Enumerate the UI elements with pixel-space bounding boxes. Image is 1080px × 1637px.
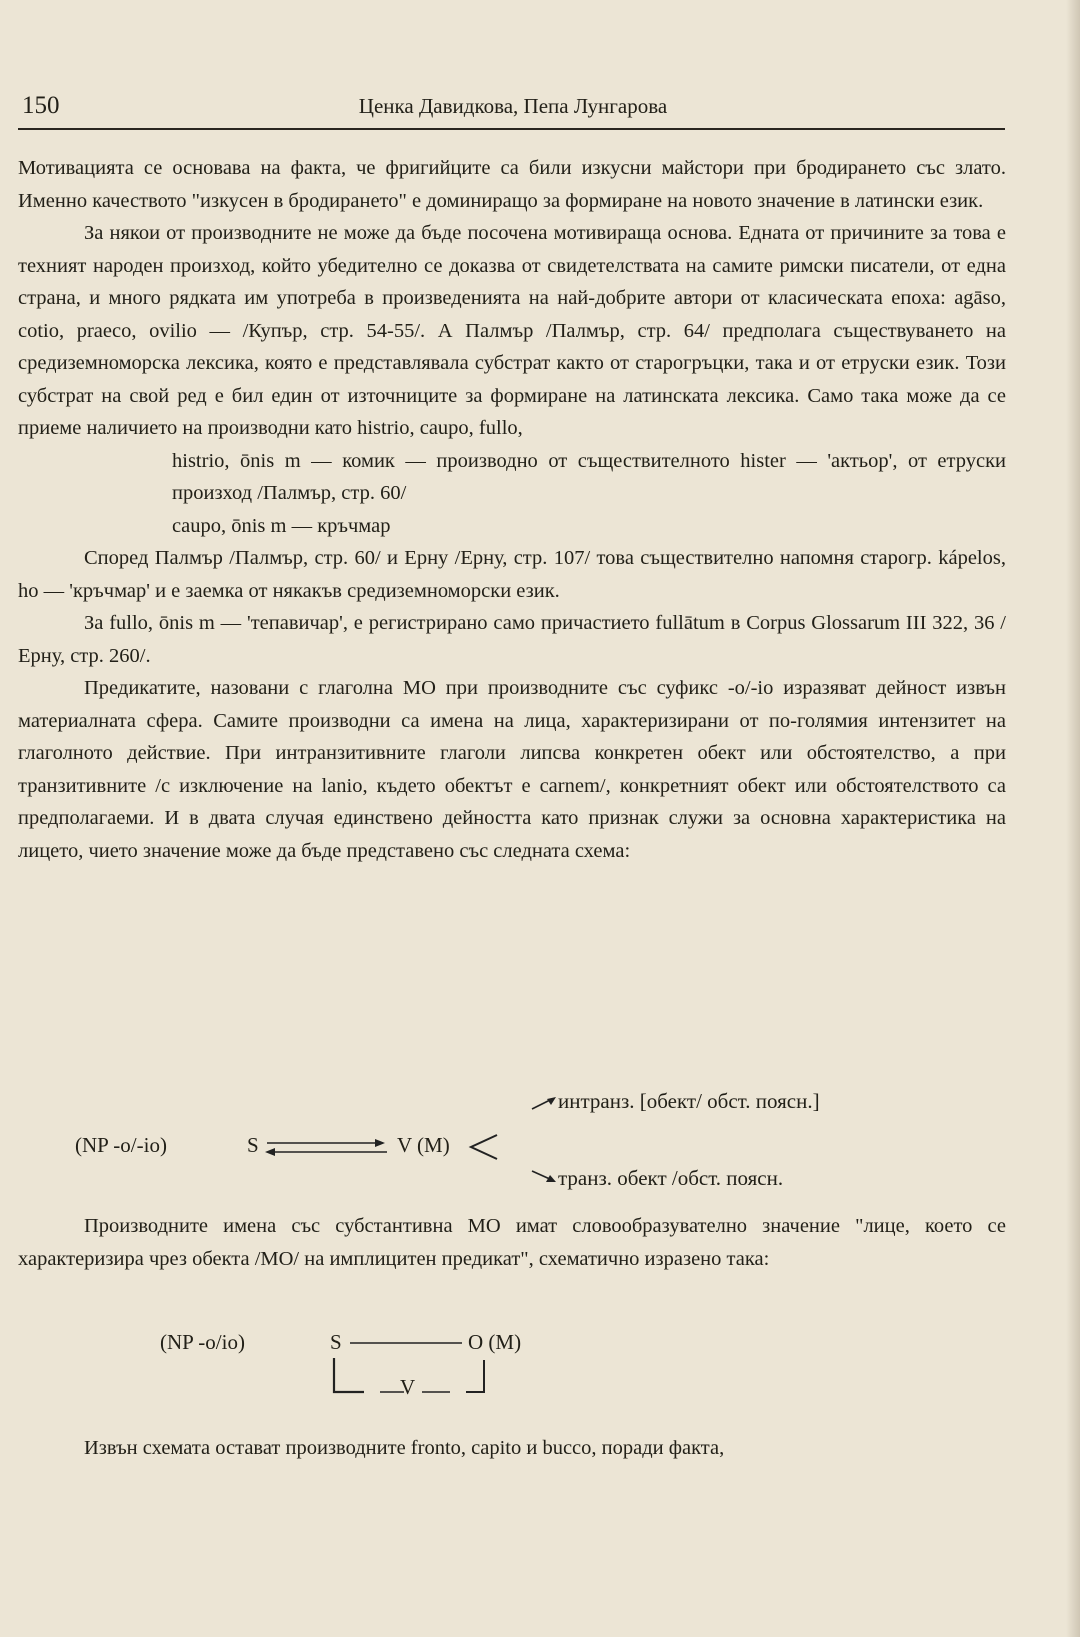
double-arrow (263, 1133, 393, 1163)
body-text-2 (18, 1210, 1006, 1275)
running-title: Ценка Давидкова, Пепа Лунгарова (358, 94, 668, 118)
page-header (22, 92, 1004, 126)
paragraph: За някои от производните не може да бъде посочена мотивираща основа. Едната от причините за това е техният народен произход, който убедително се доказва от свидетелствата на самите римски писатели, от една страна, и много рядката им употреба в произведенията на най-добрите автори от класическата епоха: agāso, cotio, praeco, ovilio — /Купър, стр. 54-55/. А Палмър /Палмър, стр. 64/ предполага съществуването на средиземноморска лексика, която е представлявала субстрат както от старогръцки, така и от етруски език. Този субстрат на свой ред е бил един от източниците за формиране на латинската лексика. Само така може да се приеме наличието на производни като histrio, caupo, fullo, (18, 222, 1006, 439)
branch-bracket (467, 1131, 501, 1165)
scheme-substantive (160, 1330, 580, 1410)
scheme2-np-label: (NP -o/io) (160, 1330, 245, 1354)
example-entry: caupo, ōnis m — кръчмар (172, 514, 391, 537)
example-entry: histrio, ōnis m — комик — производно от съществителното hister — 'актьор', от етруски произход /Палмър, стр. 60/ (172, 449, 1006, 504)
lower-branch-arrow (530, 1167, 560, 1187)
scheme-transitive: транз. обект /обст. поясн. (558, 1166, 784, 1190)
body-text-3 (18, 1432, 1006, 1465)
scheme-verb: V (M) (397, 1133, 450, 1157)
scheme-np-label: (NP -o/-io) (75, 1133, 167, 1157)
upper-branch-arrow (530, 1093, 560, 1113)
body-text (18, 152, 1006, 867)
scheme2-object: O (M) (468, 1330, 522, 1354)
page-edge-shadow (1066, 0, 1080, 1637)
scheme2-subject: S (330, 1330, 342, 1354)
paragraph: Производните имена със субстантивна МО имат словообразувателно значение "лице, което се характеризира чрез обекта /МО/ на имплицитен предикат", схематично изразено така: (18, 1215, 1006, 1270)
scheme-subject: S (247, 1133, 259, 1157)
scheme-intransitive: интранз. [обект/ обст. поясн.] (558, 1089, 820, 1113)
scheme2-verb: V (400, 1375, 416, 1399)
paragraph: Според Палмър /Палмър, стр. 60/ и Ерну /Ерну, стр. 107/ това съществително напомня старогр. kápelos, ho — 'кръчмар' и е заемка от някакъв средиземноморски език. (18, 547, 1006, 602)
page-number: 150 (22, 92, 60, 119)
paragraph: За fullo, ōnis m — 'тепавичар', е регистрирано само причастието fullātum в Corpus Glossarum III 322, 36 /Ерну, стр. 260/. (18, 612, 1006, 667)
paragraph: Предикатите, назовани с глаголна МО при производните със суфикс -o/-io изразяват дейност извън материалната сфера. Самите производни са имена на лица, характеризирани от по-голямия интензитет на глаголното действие. При интранзитивните глаголи липсва конкретен обект или обстоятелство, а при транзитивните /с изключение на lanio, където обектът е carnem/, конкретният обект или обстоятелството са предполагаеми. И в двата случая единствено дейността като признак служи за основна характеристика на лицето, чието значение може да бъде представено със следната схема: (18, 677, 1006, 862)
header-rule (18, 128, 1005, 130)
scheme2-lines (330, 1330, 580, 1410)
paragraph: Извън схемата остават производните fronto, capito и bucco, поради факта, (84, 1437, 725, 1459)
scheme-verbal (75, 1089, 955, 1193)
paragraph: Мотивацията се основава на факта, че фригийците са били изкусни майстори при бродирането със злато. Именно качеството "изкусен в бродирането" е доминиращо за формиране на новото значение в латински език. (18, 157, 1006, 212)
